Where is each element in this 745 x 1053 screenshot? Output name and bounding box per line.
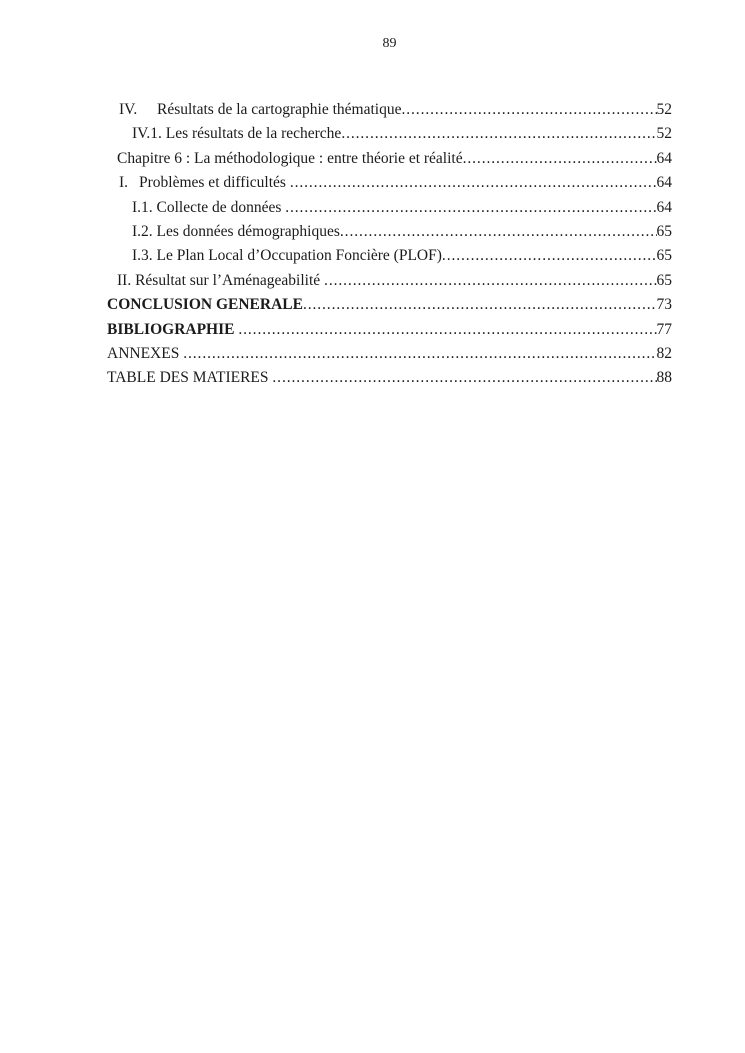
toc-entry-page: 64 <box>656 174 672 192</box>
toc-entry[interactable] <box>107 366 672 390</box>
toc-entry-title: IV.1. Les résultats de la recherche <box>132 125 342 143</box>
toc-entry-title: Résultats de la cartographie thématique <box>157 101 402 118</box>
toc-entry-page: 52 <box>656 125 672 143</box>
toc-entry[interactable] <box>119 98 672 122</box>
toc-entry-page: 52 <box>656 101 672 118</box>
dot-leader-icon <box>401 98 656 122</box>
toc-entry-page: 77 <box>656 320 672 338</box>
toc-entry[interactable] <box>132 244 672 268</box>
dot-leader-icon <box>341 122 656 146</box>
dot-leader-icon <box>183 342 656 366</box>
toc-entry-number: IV. <box>119 101 138 118</box>
toc-entry-title: I.1. Collecte de données <box>132 198 286 216</box>
toc-entry-title: Chapitre 6 : La méthodologique : entre théorie et réalité <box>117 149 463 167</box>
toc-entry-page: 82 <box>656 344 672 362</box>
toc-entry-title: I.3. Le Plan Local d’Occupation Foncière (PLOF) <box>132 247 442 265</box>
toc-entry-title: I.2. Les données démographiques <box>132 222 340 240</box>
table-of-contents <box>107 98 672 391</box>
dot-leader-icon <box>324 269 656 293</box>
toc-entry[interactable] <box>107 342 672 366</box>
toc-entry-page: 73 <box>656 296 672 314</box>
toc-entry-page: 65 <box>656 222 672 240</box>
toc-entry-page: 88 <box>656 369 672 387</box>
toc-entry-title: TABLE DES MATIERES <box>107 369 273 387</box>
toc-entry-title: CONCLUSION GENERALE <box>107 296 303 314</box>
dot-leader-icon <box>238 318 656 342</box>
toc-entry-title: ANNEXES <box>107 344 184 362</box>
dot-leader-icon <box>340 220 657 244</box>
toc-entry-page: 64 <box>656 198 672 216</box>
dot-leader-icon <box>442 244 657 268</box>
page-number: 89 <box>382 36 397 51</box>
dot-leader-icon <box>463 147 657 171</box>
toc-entry[interactable] <box>107 293 672 317</box>
toc-entry-page: 65 <box>656 271 672 289</box>
dot-leader-icon <box>285 196 656 220</box>
toc-entry-title: Problèmes et difficultés <box>139 174 290 192</box>
dot-leader-icon <box>272 366 656 390</box>
toc-entry[interactable] <box>117 269 672 293</box>
toc-entry[interactable] <box>132 220 672 244</box>
toc-entry[interactable] <box>119 171 672 195</box>
toc-entry[interactable] <box>132 196 672 220</box>
toc-entry-number: I. <box>119 174 129 192</box>
dot-leader-icon <box>290 171 657 195</box>
toc-entry[interactable] <box>117 147 672 171</box>
toc-entry-title: BIBLIOGRAPHIE <box>107 320 239 338</box>
toc-entry[interactable] <box>132 122 672 146</box>
toc-entry-title: II. Résultat sur l’Aménageabilité <box>117 271 325 289</box>
toc-entry-page: 64 <box>656 149 672 167</box>
toc-entry-page: 65 <box>656 247 672 265</box>
toc-entry[interactable] <box>107 318 672 342</box>
dot-leader-icon <box>303 293 657 317</box>
